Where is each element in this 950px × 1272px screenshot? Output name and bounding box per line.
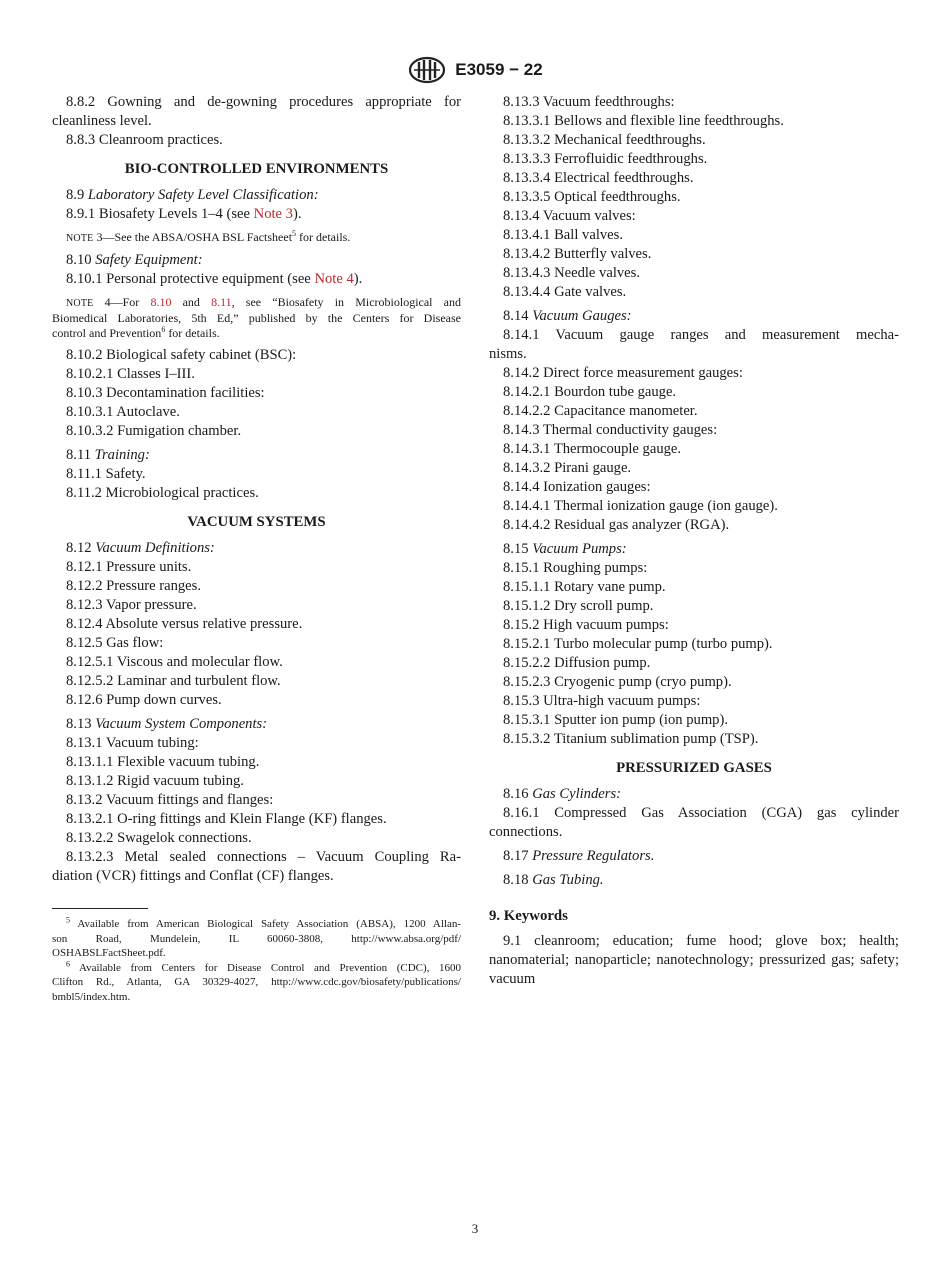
para-8-12-5: 8.12.5 Gas flow:	[66, 635, 164, 651]
footnote-6: $^6$ Available from Centers for Disease Control and Prevention (CDC), 1600	[66, 958, 461, 974]
para-8-15-2-1: 8.15.2.1 Turbo molecular pump (turbo pump).	[503, 636, 773, 652]
para-8-13-3-1: 8.13.3.1 Bellows and flexible line feedthroughs.	[503, 113, 784, 129]
para-8-15-2-2: 8.15.2.2 Diffusion pump.	[503, 655, 651, 671]
para-8-8-3: 8.8.3 Cleanroom practices.	[66, 132, 223, 148]
para-8-12-4: 8.12.4 Absolute versus relative pressure.	[66, 616, 303, 632]
para-8-13-2-3: 8.13.2.3 Metal sealed connections – Vacuum Coupling Ra-	[66, 849, 461, 865]
note-3-link[interactable]: Note 3	[253, 206, 293, 222]
para-8-14-2-2: 8.14.2.2 Capacitance manometer.	[503, 403, 698, 419]
para-8-12-5-2: 8.12.5.2 Laminar and turbulent flow.	[66, 673, 281, 689]
para-8-13-3: 8.13.3 Vacuum feedthroughs:	[503, 94, 675, 110]
para-8-9: 8.9 Laboratory Safety Level Classification:	[66, 187, 319, 203]
section-8-11-link[interactable]: 8.11	[211, 295, 232, 309]
footnote-rule	[52, 908, 148, 909]
para-8-11-1: 8.11.1 Safety.	[66, 466, 146, 482]
right-column	[489, 93, 899, 989]
para-8-8-2: 8.8.2 Gowning and de-gowning procedures appropriate for	[66, 94, 461, 110]
para-8-15-2: 8.15.2 High vacuum pumps:	[503, 617, 669, 633]
para-8-9-1: 8.9.1 Biosafety Levels 1–4 (see Note 3).	[66, 206, 302, 222]
para-8-13-1-1: 8.13.1.1 Flexible vacuum tubing.	[66, 754, 260, 770]
para-8-17: 8.17 Pressure Regulators.	[503, 848, 655, 864]
section-8-10-link[interactable]: 8.10	[150, 295, 172, 309]
para-8-13-1: 8.13.1 Vacuum tubing:	[66, 735, 199, 751]
footnote-5: $^5$ Available from American Biological Safety Association (ABSA), 1200 Allan-	[66, 915, 461, 930]
note-4: NOTE 4—For 8.10 and 8.11, see “Biosafety in Microbiological and Biomedical Laboratories, 5th Ed,” published by the Centers for Disease control and Prevention$^6$ for details.	[52, 295, 461, 340]
para-8-12-5-1: 8.12.5.1 Viscous and molecular flow.	[66, 654, 283, 670]
para-8-10-2: 8.10.2 Biological safety cabinet (BSC):	[66, 347, 297, 363]
para-8-15-3-1: 8.15.3.1 Sputter ion pump (ion pump).	[503, 712, 728, 728]
para-8-13-2: 8.13.2 Vacuum fittings and flanges:	[66, 792, 274, 808]
para-8-10-3: 8.10.3 Decontamination facilities:	[66, 385, 265, 401]
para-8-10: 8.10 Safety Equipment:	[66, 252, 203, 268]
astm-logo-icon	[407, 56, 447, 84]
para-8-14-4: 8.14.4 Ionization gauges:	[503, 479, 651, 495]
para-8-13-3-4: 8.13.3.4 Electrical feedthroughs.	[503, 170, 694, 186]
section-heading-keywords: 9. Keywords	[489, 908, 568, 924]
note-3: NOTE 3—See the ABSA/OSHA BSL Factsheet$^5$ for details.	[66, 229, 351, 244]
page-number: 3	[471, 1221, 479, 1236]
para-8-14-4-1: 8.14.4.1 Thermal ionization gauge (ion gauge).	[503, 498, 778, 514]
para-8-18: 8.18 Gas Tubing.	[503, 872, 604, 888]
para-8-15: 8.15 Vacuum Pumps:	[503, 541, 627, 557]
para-8-8-2-cont: cleanliness level.	[52, 113, 152, 129]
para-8-15-1-1: 8.15.1.1 Rotary vane pump.	[503, 579, 666, 595]
para-8-12-6: 8.12.6 Pump down curves.	[66, 692, 222, 708]
para-8-13-3-5: 8.13.3.5 Optical feedthroughs.	[503, 189, 681, 205]
para-8-16-1-cont: connections.	[489, 824, 563, 840]
footnote-6-line2: Clifton Rd., Atlanta, GA 30329-4027, http://www.cdc.gov/biosafety/publications/	[52, 976, 461, 988]
para-8-15-1-2: 8.15.1.2 Dry scroll pump.	[503, 598, 654, 614]
para-8-15-3: 8.15.3 Ultra-high vacuum pumps:	[503, 693, 701, 709]
para-8-12-2: 8.12.2 Pressure ranges.	[66, 578, 201, 594]
para-8-11-2: 8.11.2 Microbiological practices.	[66, 485, 259, 501]
para-8-13-2-1: 8.13.2.1 O-ring fittings and Klein Flange (KF) flanges.	[66, 811, 387, 827]
para-8-13-3-3: 8.13.3.3 Ferrofluidic feedthroughs.	[503, 151, 708, 167]
para-8-14: 8.14 Vacuum Gauges:	[503, 308, 632, 324]
para-8-13-3-2: 8.13.3.2 Mechanical feedthroughs.	[503, 132, 706, 148]
para-8-12-3: 8.12.3 Vapor pressure.	[66, 597, 197, 613]
para-8-14-2: 8.14.2 Direct force measurement gauges:	[503, 365, 743, 381]
para-8-10-2-1: 8.10.2.1 Classes I–III.	[66, 366, 195, 382]
para-8-13-2-2: 8.13.2.2 Swagelok connections.	[66, 830, 252, 846]
para-8-13-4: 8.13.4 Vacuum valves:	[503, 208, 636, 224]
para-8-13-1-2: 8.13.1.2 Rigid vacuum tubing.	[66, 773, 244, 789]
para-8-10-1: 8.10.1 Personal protective equipment (see Note 4).	[66, 271, 363, 287]
para-8-14-1: 8.14.1 Vacuum gauge ranges and measurement mecha-	[503, 327, 899, 343]
para-8-12-1: 8.12.1 Pressure units.	[66, 559, 192, 575]
para-8-13-2-3-cont: diation (VCR) fittings and Conflat (CF) flanges.	[52, 868, 334, 884]
para-8-10-3-1: 8.10.3.1 Autoclave.	[66, 404, 180, 420]
para-8-12: 8.12 Vacuum Definitions:	[66, 540, 215, 556]
para-8-14-3: 8.14.3 Thermal conductivity gauges:	[503, 422, 718, 438]
para-8-14-1-cont: nisms.	[489, 346, 527, 362]
para-8-16: 8.16 Gas Cylinders:	[503, 786, 621, 802]
para-8-13-4-3: 8.13.4.3 Needle valves.	[503, 265, 640, 281]
para-8-13-4-4: 8.13.4.4 Gate valves.	[503, 284, 627, 300]
para-8-13: 8.13 Vacuum System Components:	[66, 716, 268, 732]
para-8-10-3-2: 8.10.3.2 Fumigation chamber.	[66, 423, 242, 439]
footnote-5-line3: OSHABSLFactSheet.pdf.	[52, 947, 166, 959]
para-8-15-1: 8.15.1 Roughing pumps:	[503, 560, 648, 576]
section-heading-vacuum: VACUUM SYSTEMS	[187, 514, 326, 530]
section-heading-bio: BIO-CONTROLLED ENVIRONMENTS	[124, 161, 389, 177]
note-4-link[interactable]: Note 4	[314, 271, 354, 287]
para-8-14-4-2: 8.14.4.2 Residual gas analyzer (RGA).	[503, 517, 730, 533]
left-column	[52, 93, 461, 886]
footnote-6-line3: bmbl5/index.htm.	[52, 990, 131, 1003]
footnotes	[52, 917, 461, 1004]
para-8-16-1: 8.16.1 Compressed Gas Association (CGA) gas cylinder	[503, 805, 899, 821]
para-8-13-4-2: 8.13.4.2 Butterfly valves.	[503, 246, 652, 262]
designation: E3059 − 22	[455, 60, 543, 79]
para-8-14-2-1: 8.14.2.1 Bourdon tube gauge.	[503, 384, 677, 400]
para-8-14-3-1: 8.14.3.1 Thermocouple gauge.	[503, 441, 682, 457]
para-8-15-3-2: 8.15.3.2 Titanium sublimation pump (TSP).	[503, 731, 759, 747]
para-8-14-3-2: 8.14.3.2 Pirani gauge.	[503, 460, 632, 476]
page-header	[0, 56, 950, 84]
para-8-11: 8.11 Training:	[66, 447, 150, 463]
para-9-1: 9.1 cleanroom; education; fume hood; glove box; health; nanomaterial; nanoparticle; nanotechnology; pressurized gas; safety; vacuum	[489, 933, 899, 987]
footnote-5-line2: son Road, Mundelein, IL 60060-3808, http://www.absa.org/pdf/	[52, 932, 461, 945]
para-8-15-2-3: 8.15.2.3 Cryogenic pump (cryo pump).	[503, 674, 732, 690]
para-8-13-4-1: 8.13.4.1 Ball valves.	[503, 227, 623, 243]
section-heading-gases: PRESSURIZED GASES	[616, 760, 772, 776]
